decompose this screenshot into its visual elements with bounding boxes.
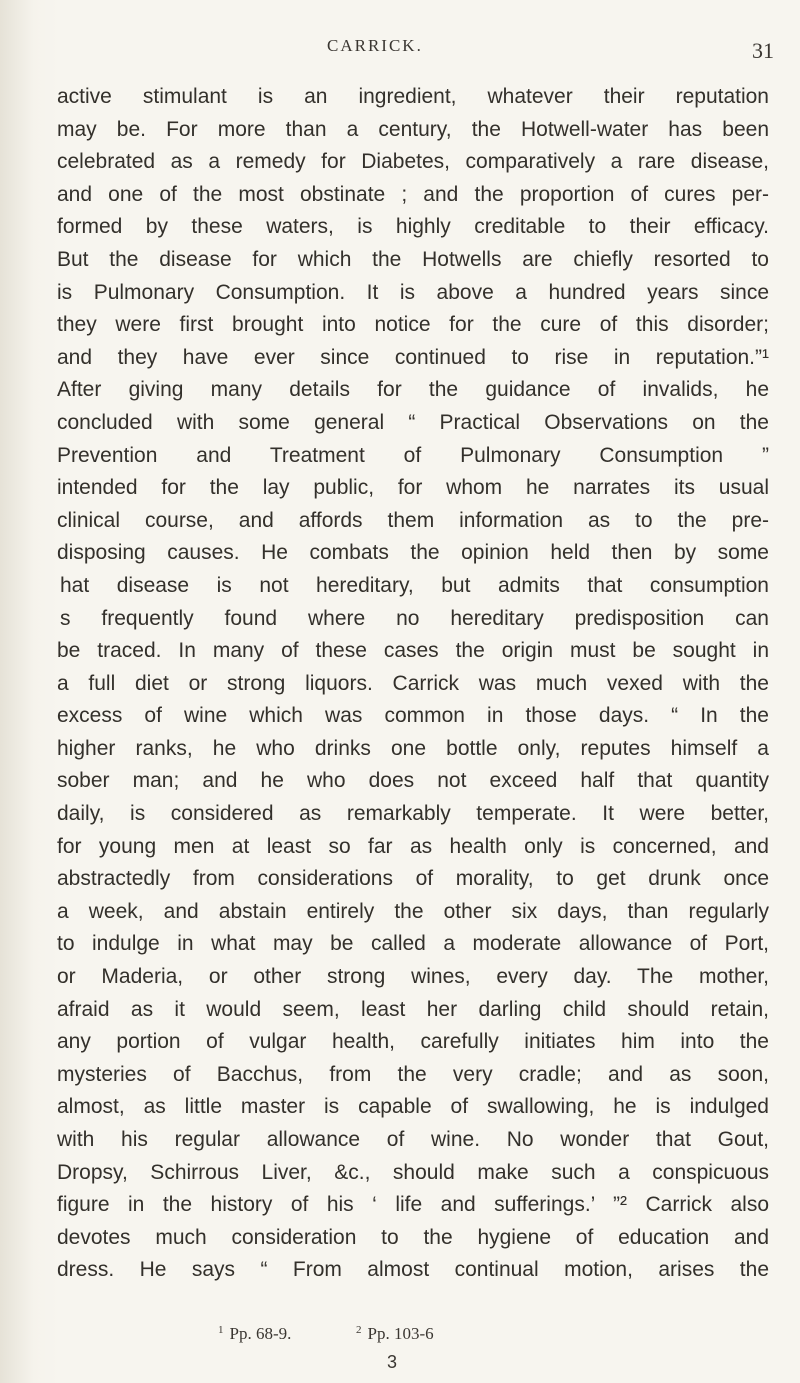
text-line: daily, is considered as remarkably temperate. It were better, xyxy=(57,802,769,826)
text-line: celebrated as a remedy for Diabetes, comparatively a rare disease, xyxy=(57,150,769,174)
text-line: abstractedly from considerations of morality, to get drunk once xyxy=(57,867,769,891)
text-line: disposing causes. He combats the opinion held then by some xyxy=(57,541,769,565)
text-line: higher ranks, he who drinks one bottle only, reputes himself a xyxy=(57,736,769,760)
text-line: be traced. In many of these cases the origin must be sought in xyxy=(57,639,769,663)
text-line: for young men at least so far as health only is concerned, and xyxy=(57,834,769,858)
running-head-title: CARRICK. xyxy=(327,36,423,55)
text-line: s frequently found where no hereditary predisposition can xyxy=(60,606,769,630)
text-line: devotes much consideration to the hygiene of education and xyxy=(57,1225,769,1249)
text-line: Dropsy, Schirrous Liver, &c., should make such a conspicuous xyxy=(57,1160,769,1184)
text-line: But the disease for which the Hotwells are chiefly resorted to xyxy=(57,247,769,271)
text-line: excess of wine which was common in those days. “ In the xyxy=(57,704,769,728)
text-line: and they have ever since continued to rise in reputation.”¹ xyxy=(57,345,769,369)
footnote-marker: 1 xyxy=(218,1324,224,1336)
page-number: 31 xyxy=(752,38,774,63)
text-line: figure in the history of his ‘ life and sufferings.’ ”² Carrick also xyxy=(57,1193,769,1217)
text-line: dress. He says “ From almost continual motion, arises the xyxy=(57,1258,769,1282)
text-line: After giving many details for the guidance of invalids, he xyxy=(57,378,769,402)
footnotes xyxy=(0,1324,800,1350)
text-line: mysteries of Bacchus, from the very cradle; and as soon, xyxy=(57,1062,769,1086)
text-line: a week, and abstain entirely the other six days, than regularly xyxy=(57,899,769,923)
text-line: may be. For more than a century, the Hotwell-water has been xyxy=(57,117,769,141)
text-line: sober man; and he who does not exceed half that quantity xyxy=(57,769,769,793)
footnote-text: Pp. 68-9. xyxy=(229,1324,292,1343)
text-line: hat disease is not hereditary, but admits that consumption xyxy=(60,573,769,597)
text-line: and one of the most obstinate ; and the proportion of cures per- xyxy=(57,182,769,206)
text-line: any portion of vulgar health, carefully initiates him into the xyxy=(57,1030,769,1054)
text-line: concluded with some general “ Practical Observations on the xyxy=(57,410,769,434)
text-line: with his regular allowance of wine. No wonder that Gout, xyxy=(57,1128,769,1151)
footnote-text: Pp. 103-6 xyxy=(367,1324,434,1343)
text-line: they were first brought into notice for the cure of this disorder; xyxy=(57,313,769,337)
footnote-marker: 2 xyxy=(356,1324,362,1336)
footnote-2 xyxy=(356,1324,434,1344)
text-line: a full diet or strong liquors. Carrick was much vexed with the xyxy=(57,671,769,695)
text-line: afraid as it would seem, least her darling child should retain, xyxy=(57,997,769,1021)
text-line: almost, as little master is capable of swallowing, he is indulged xyxy=(57,1095,769,1119)
text-line: or Maderia, or other strong wines, every day. The mother, xyxy=(57,965,769,989)
text-line: to indulge in what may be called a moderate allowance of Port, xyxy=(57,932,769,956)
text-line: Prevention and Treatment of Pulmonary Consumption ” xyxy=(57,443,769,467)
text-line: intended for the lay public, for whom he narrates its usual xyxy=(57,476,769,500)
text-line: active stimulant is an ingredient, whatever their reputation xyxy=(57,85,769,108)
running-head xyxy=(0,30,800,63)
body-text xyxy=(57,81,769,1287)
text-line: clinical course, and affords them information as to the pre- xyxy=(57,508,769,532)
footnote-1 xyxy=(218,1324,291,1344)
text-line: formed by these waters, is highly creditable to their efficacy. xyxy=(57,215,769,239)
text-line: is Pulmonary Consumption. It is above a hundred years since xyxy=(57,280,769,304)
signature-mark: 3 xyxy=(387,1352,398,1372)
